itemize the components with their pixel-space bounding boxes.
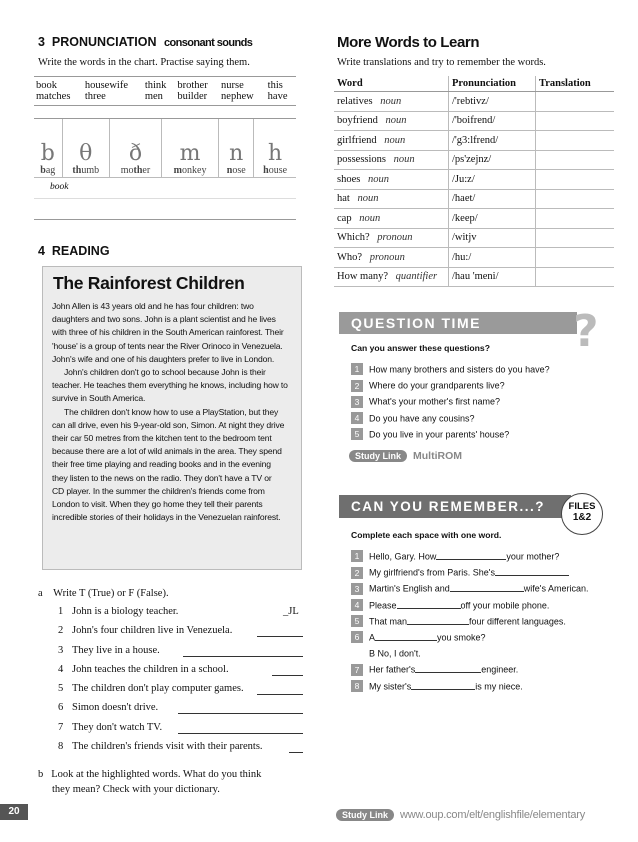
vocab-word-cell <box>334 248 449 268</box>
word-bank-item: matches <box>36 91 71 102</box>
word-bank-item: builder <box>177 91 208 102</box>
statement-item <box>58 741 303 760</box>
sound-example-word <box>35 165 61 176</box>
story-line: teacher. He teaches them everything he knows, including how to <box>52 380 288 391</box>
task-a <box>38 588 169 599</box>
sound-chart-header <box>34 119 296 177</box>
vocab-translation-field[interactable] <box>536 111 615 131</box>
fill-in-blank[interactable] <box>450 582 524 592</box>
vocab-pronunciation: /'rebtivz/ <box>449 92 536 112</box>
vocab-pronunciation: /keep/ <box>449 209 536 229</box>
item-number: 7 <box>351 664 363 676</box>
word-bank-item: have <box>267 91 288 102</box>
vocab-row <box>334 131 614 151</box>
question-item <box>351 409 550 425</box>
word-sound-highlight: th <box>72 165 82 176</box>
question-number: 2 <box>351 380 363 392</box>
word-bank-item: book <box>36 80 57 91</box>
vocab-pronunciation: /'g3:lfrend/ <box>449 131 536 151</box>
task-b-line: Look at the highlighted words. What do you think <box>51 769 262 780</box>
item-text: four different languages. <box>469 616 566 627</box>
col-header-word: Word <box>334 76 449 92</box>
question-number: 5 <box>351 428 363 440</box>
item-number: 1 <box>351 550 363 562</box>
statement-text: John's four children live in Venezuela. <box>72 625 233 637</box>
files-number: 1&2 <box>572 512 592 523</box>
section-subtitle: consonant sounds <box>164 37 253 49</box>
can-you-remember-box <box>337 493 599 703</box>
pronunciation-instruction: Write the words in the chart. Practise saying them. <box>38 57 250 68</box>
word-sound-highlight: b <box>40 165 46 176</box>
question-text: How many brothers and sisters do you have? <box>369 364 550 375</box>
statement-text: The children's friends visit with their parents. <box>72 741 263 753</box>
question-text: Do you have any cousins? <box>369 412 475 423</box>
part-of-speech: noun <box>357 193 379 205</box>
answer-blank[interactable] <box>257 625 303 637</box>
multirom-link[interactable] <box>349 446 462 464</box>
story-line: John Allen is 43 years old and he has four children: two <box>52 301 254 311</box>
vocab-translation-field[interactable] <box>536 170 615 190</box>
word-sound-highlight: h <box>263 165 269 176</box>
vocab-word: shoes <box>337 173 361 185</box>
item-text: you smoke? <box>437 632 486 643</box>
sound-cell <box>219 119 254 177</box>
vocab-row <box>334 92 614 112</box>
story-line: with three of his children in the South American rainforest. Their <box>52 327 284 338</box>
vocab-word-cell <box>334 131 449 151</box>
remember-item <box>351 563 589 579</box>
story-line: they listen to the news on the radio. They don't have a TV or <box>52 472 272 483</box>
remember-item <box>351 644 589 660</box>
answer-blank[interactable] <box>178 702 303 714</box>
question-item <box>351 425 550 441</box>
vocab-pronunciation: /'boifrend/ <box>449 111 536 131</box>
more-words-instruction: Write translations and try to remember the words. <box>337 57 546 68</box>
footer-url[interactable]: www.oup.com/elt/englishfile/elementary <box>400 809 586 821</box>
word-bank <box>34 76 296 106</box>
story-title: The Rainforest Children <box>53 273 245 293</box>
item-text: wife's American. <box>523 583 589 594</box>
part-of-speech: noun <box>384 134 406 146</box>
fill-in-blank[interactable] <box>407 615 469 625</box>
word-bank-item: nephew <box>221 91 254 102</box>
example-answer: book <box>50 182 69 192</box>
word-part: ose <box>232 165 246 176</box>
section-number: 3 <box>38 35 45 49</box>
phoneme-symbol-icon: b <box>40 141 55 166</box>
question-mark-icon: ? <box>573 306 599 357</box>
item-text: is my niece. <box>475 680 523 691</box>
answer-blank[interactable]: _JL <box>283 606 299 617</box>
word-sound-highlight: th <box>133 165 143 176</box>
item-text: engineer. <box>481 664 519 675</box>
answer-blank[interactable] <box>289 741 303 753</box>
statement-number: 4 <box>58 663 64 675</box>
pronunciation-heading <box>38 35 252 49</box>
statement-text: They live in a house. <box>72 644 160 656</box>
part-of-speech: noun <box>380 95 402 107</box>
phoneme-symbol-icon: ð <box>128 141 143 166</box>
phoneme-symbol-icon: θ <box>79 141 93 166</box>
word-part: umb <box>81 165 100 176</box>
sound-example-word <box>255 165 295 176</box>
sound-cell <box>34 119 62 177</box>
vocab-row <box>334 170 614 190</box>
item-text: Martin's English and <box>369 583 450 594</box>
vocab-word-cell <box>334 150 449 170</box>
story-line: their car 50 metres from the kitchen tent to the bedroom tent <box>52 433 272 444</box>
phoneme-symbol-icon: h <box>268 141 283 166</box>
part-of-speech: quantifier <box>395 271 438 283</box>
task-b <box>38 767 308 797</box>
remember-item <box>351 579 589 595</box>
statement-number: 5 <box>58 683 64 695</box>
word-bank-item: brother <box>177 80 208 91</box>
vocab-word: possessions <box>337 154 387 166</box>
word-part: mo <box>120 165 134 176</box>
vocab-row <box>334 111 614 131</box>
statement-item <box>58 664 303 683</box>
remember-item <box>351 596 589 612</box>
word-bank-item: men <box>144 91 163 102</box>
item-text: off your mobile phone. <box>460 599 550 610</box>
footer-study-link[interactable] <box>336 805 585 823</box>
story-line: their free time playing and reading books and in the evening <box>52 459 271 470</box>
story-line: survive in South America. <box>52 393 146 404</box>
vocab-row <box>334 248 614 268</box>
vocab-translation-field[interactable] <box>536 248 615 268</box>
more-words-title: More Words to Learn <box>337 34 480 51</box>
word-bank-item: nurse <box>221 80 244 91</box>
vocab-row <box>334 228 614 248</box>
story-line: daughters and two sons. John is a plant scientist and he lives <box>52 314 276 325</box>
answer-blank[interactable] <box>178 722 303 734</box>
item-text: your mother? <box>506 551 560 562</box>
item-text: That man <box>369 616 408 627</box>
col-header-pronunciation: Pronunciation <box>449 76 536 92</box>
question-number: 1 <box>351 363 363 375</box>
vocab-pronunciation: /hau 'meni/ <box>449 267 536 287</box>
item-number: 4 <box>351 599 363 611</box>
vocab-row <box>334 209 614 229</box>
vocab-word: relatives <box>337 95 373 107</box>
reading-box <box>42 266 302 570</box>
chart-answer-row <box>34 177 296 198</box>
vocab-translation-field[interactable] <box>536 189 615 209</box>
story-line: can all drive, even his 9-year-old son, Simon. At night they drive <box>52 419 285 430</box>
question-item <box>351 392 550 408</box>
col-header-translation: Translation <box>536 76 615 92</box>
vocab-word: Which? <box>337 232 370 244</box>
statement-item <box>58 722 303 741</box>
reading-heading <box>38 244 110 258</box>
vocab-translation-field[interactable] <box>536 267 615 287</box>
answer-blank[interactable] <box>257 683 303 695</box>
part-of-speech: pronoun <box>369 251 405 263</box>
question-time-box <box>337 306 599 470</box>
fill-in-blank[interactable] <box>436 550 506 560</box>
statement-text: John teaches the children in a school. <box>72 663 229 675</box>
vocab-translation-field[interactable] <box>536 131 615 151</box>
question-item <box>351 360 550 376</box>
statement-number: 7 <box>58 721 64 733</box>
vocab-word: How many? <box>337 271 389 283</box>
vocab-word: boyfriend <box>337 115 378 127</box>
word-bank-item: housewife <box>84 80 128 91</box>
vocab-word-cell <box>334 92 449 112</box>
sound-cell <box>161 119 218 177</box>
fill-in-blank[interactable] <box>397 599 461 609</box>
sound-example-word <box>220 165 252 176</box>
vocab-word-cell <box>334 228 449 248</box>
sound-cell <box>254 119 296 177</box>
sound-example-word <box>111 165 160 176</box>
vocab-pronunciation: /witjv <box>449 228 536 248</box>
part-of-speech: pronoun <box>377 232 413 244</box>
vocab-word-cell <box>334 209 449 229</box>
statement-item <box>58 645 303 664</box>
item-number: 8 <box>351 680 363 692</box>
question-text: What's your mother's first name? <box>369 396 500 407</box>
answer-blank[interactable] <box>183 645 303 657</box>
sound-cell <box>62 119 109 177</box>
sound-example-word <box>163 165 217 176</box>
study-link-badge: Study Link <box>349 450 407 462</box>
vocab-word: Who? <box>337 251 363 263</box>
item-text: My girlfriend's from Paris. She's <box>369 567 495 578</box>
story-line: because there are a lot of wild animals in the area. They spend <box>52 446 282 457</box>
question-time-intro: Can you answer these questions? <box>351 343 490 353</box>
vocab-row <box>334 150 614 170</box>
sound-chart <box>34 118 296 220</box>
part-of-speech: noun <box>367 173 389 185</box>
statement-number: 8 <box>58 741 64 753</box>
section-title: PRONUNCIATION <box>51 35 157 49</box>
vocab-translation-field[interactable] <box>536 92 615 112</box>
section-title: READING <box>51 244 110 258</box>
word-part: ag <box>45 165 56 176</box>
remember-item <box>351 612 589 628</box>
vocab-table <box>334 76 614 287</box>
item-text: Please <box>369 599 397 610</box>
part-of-speech: noun <box>359 212 381 224</box>
question-number: 4 <box>351 412 363 424</box>
item-text: A <box>369 632 376 643</box>
item-text: Her father's <box>369 664 416 675</box>
statement-item <box>58 625 303 644</box>
statement-list <box>58 606 303 760</box>
story-text <box>52 300 298 524</box>
answer-blank[interactable] <box>272 664 303 676</box>
vocab-word: cap <box>337 212 352 224</box>
vocab-row <box>334 267 614 287</box>
vocab-pronunciation: /ps'zejnz/ <box>449 150 536 170</box>
multirom-label: MultiROM <box>413 450 463 462</box>
story-line: London to visit. When they go home they tell their parents <box>52 499 263 510</box>
files-label: FILES <box>568 501 596 512</box>
word-sound-highlight: m <box>173 165 182 176</box>
statement-item <box>58 683 303 702</box>
item-number: 2 <box>351 567 363 579</box>
statement-text: They don't watch TV. <box>72 721 163 733</box>
remember-intro: Complete each space with one word. <box>351 530 502 540</box>
statement-text: John is a biology teacher. <box>72 606 179 617</box>
remember-item <box>351 628 589 644</box>
files-badge <box>561 493 603 535</box>
question-text: Where do your grandparents live? <box>369 380 505 391</box>
item-text: My sister's <box>369 680 412 691</box>
word-bank-item: think <box>144 80 167 91</box>
word-bank-item: three <box>84 91 106 102</box>
fill-in-blank[interactable] <box>495 566 569 576</box>
task-letter: a <box>38 588 43 599</box>
part-of-speech: noun <box>393 154 415 166</box>
story-line: 'house' is a group of tents near the River Orinoco in Venezuela. <box>52 340 283 351</box>
task-a-instruction: Write T (True) or F (False). <box>53 588 169 599</box>
remember-item <box>351 677 589 693</box>
vocab-word: hat <box>337 193 350 205</box>
vocab-translation-field[interactable] <box>536 209 615 229</box>
word-sound-highlight: n <box>226 165 233 176</box>
vocab-translation-field[interactable] <box>536 150 615 170</box>
remember-item <box>351 660 589 676</box>
study-link-badge: Study Link <box>336 809 394 821</box>
vocab-word-cell <box>334 189 449 209</box>
chart-answer-row <box>34 198 296 219</box>
vocab-pronunciation: /Ju:z/ <box>449 170 536 190</box>
page-number: 20 <box>0 804 28 820</box>
question-item <box>351 376 550 392</box>
task-letter: b <box>38 769 44 780</box>
remember-item <box>351 547 589 563</box>
sound-cell <box>110 119 162 177</box>
vocab-pronunciation: /haet/ <box>449 189 536 209</box>
vocab-word: girlfriend <box>337 134 377 146</box>
vocab-translation-field[interactable] <box>536 228 615 248</box>
statement-number: 6 <box>58 702 64 714</box>
vocab-word-cell <box>334 111 449 131</box>
story-line: John's children don't go to school because John is their <box>64 367 266 378</box>
fill-in-blank[interactable] <box>375 631 437 641</box>
statement-item <box>58 606 303 625</box>
section-number: 4 <box>38 244 45 258</box>
part-of-speech: noun <box>385 115 407 127</box>
task-b-line: they mean? Check with your dictionary. <box>52 784 220 795</box>
statement-number: 1 <box>58 606 64 617</box>
question-time-banner: QUESTION TIME <box>339 312 577 334</box>
sound-example-word <box>64 165 108 176</box>
vocab-pronunciation: /hu:/ <box>449 248 536 268</box>
question-text: Do you live in your parents' house? <box>369 429 510 440</box>
statement-number: 3 <box>58 644 64 656</box>
item-number: 5 <box>351 615 363 627</box>
word-part: ouse <box>268 165 288 176</box>
item-number: 3 <box>351 583 363 595</box>
fill-in-blank[interactable] <box>411 680 475 690</box>
statement-item <box>58 702 303 721</box>
vocab-row <box>334 189 614 209</box>
statement-number: 2 <box>58 625 64 637</box>
item-number: 6 <box>351 631 363 643</box>
word-part: onkey <box>182 165 207 176</box>
phoneme-symbol-icon: m <box>179 141 201 166</box>
word-bank-item: this <box>267 80 283 91</box>
phoneme-symbol-icon: n <box>229 141 244 166</box>
statement-text: Simon doesn't drive. <box>72 702 159 714</box>
item-text: B No, I don't. <box>369 648 421 659</box>
question-number: 3 <box>351 396 363 408</box>
story-line: CD player. In the summer the children's friends come from <box>52 485 265 496</box>
story-line: John's wife and one of his daughters prefer to live in London. <box>52 353 275 364</box>
vocab-word-cell <box>334 170 449 190</box>
item-text: Hello, Gary. How <box>369 551 437 562</box>
word-part: er <box>142 165 151 176</box>
remember-banner: CAN YOU REMEMBER...? <box>339 495 571 518</box>
fill-in-blank[interactable] <box>415 663 481 673</box>
story-line: incredible stories of their holidays in the Venezuelan rainforest. <box>52 512 281 523</box>
statement-text: The children don't play computer games. <box>72 683 244 695</box>
vocab-word-cell <box>334 267 449 287</box>
story-line: The children don't know how to use a PlayStation, but they <box>64 406 279 417</box>
